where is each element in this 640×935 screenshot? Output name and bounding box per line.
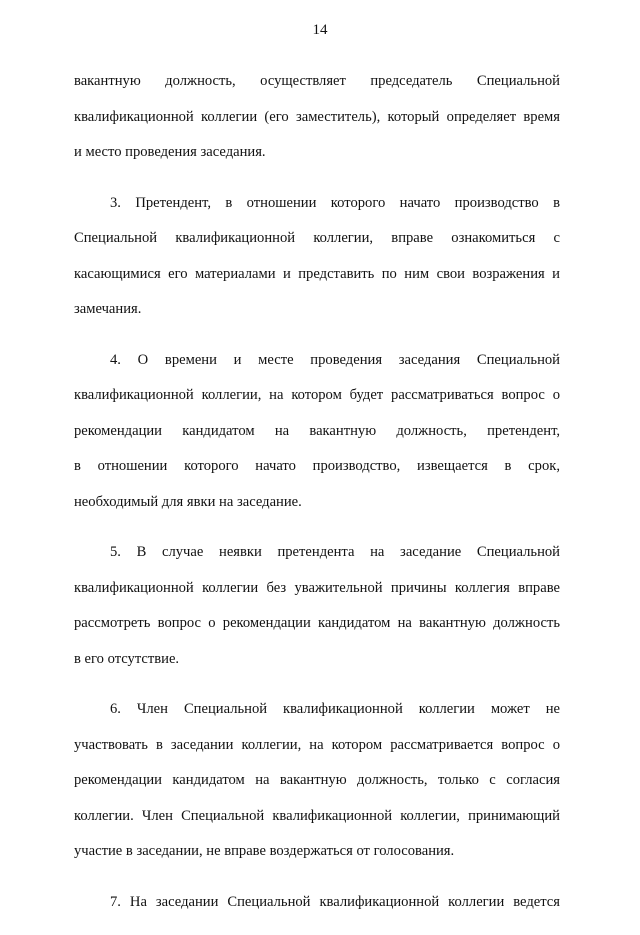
text-line: касающимися его материалами и представить по ним свои возражения и [74, 265, 560, 282]
text-line: участвовать в заседании коллегии, на котором рассматривается вопрос о [74, 736, 560, 753]
text-line: квалификационной коллегии (его заместитель), который определяет время [74, 108, 560, 125]
paragraph-item-4 [74, 343, 560, 521]
paragraph-item-7 [74, 885, 560, 921]
text-line: замечания. [74, 301, 142, 317]
paragraph-item-6 [74, 692, 560, 870]
text-line: квалификационной коллегии, на котором будет рассматриваться вопрос о [74, 387, 560, 403]
text-line: квалификационной коллегии без уважительной причины коллегия вправе [74, 579, 560, 596]
text-line: необходимый для явки на заседание. [74, 493, 302, 510]
text-line: 6. Член Специальной квалификационной коллегии может не [110, 701, 560, 717]
text-line: 5. В случае неявки претендента на заседание Специальной [110, 544, 560, 560]
text-line: 4. О времени и месте проведения заседания Специальной [110, 351, 560, 368]
text-line: и место проведения заседания. [74, 144, 266, 160]
paragraph-item-5 [74, 535, 560, 677]
paragraph-item-3 [74, 186, 560, 328]
paragraph-continuation [74, 64, 560, 171]
page-number: 14 [312, 22, 328, 38]
text-line: 3. Претендент, в отношении которого начато производство в [110, 194, 560, 211]
text-line: участие в заседании, не вправе воздержаться от голосования. [74, 843, 455, 859]
text-line: вакантную должность, осуществляет председатель Специальной [74, 73, 560, 89]
text-line: коллегии. Член Специальной квалификационной коллегии, принимающий [74, 807, 560, 824]
text-line: в отношении которого начато производство, извещается в срок, [74, 458, 560, 474]
text-line: в его отсутствие. [74, 650, 180, 667]
document-body [74, 64, 560, 935]
text-line: 7. На заседании Специальной квалификационной коллегии ведется [110, 893, 560, 910]
text-line: рассмотреть вопрос о рекомендации кандидатом на вакантную должность [74, 615, 560, 631]
text-line: рекомендации кандидатом на вакантную должность, только с согласия [74, 772, 560, 788]
text-line: рекомендации кандидатом на вакантную должность, претендент, [74, 422, 560, 439]
text-line: Специальной квалификационной коллегии, вправе ознакомиться с [74, 230, 560, 246]
